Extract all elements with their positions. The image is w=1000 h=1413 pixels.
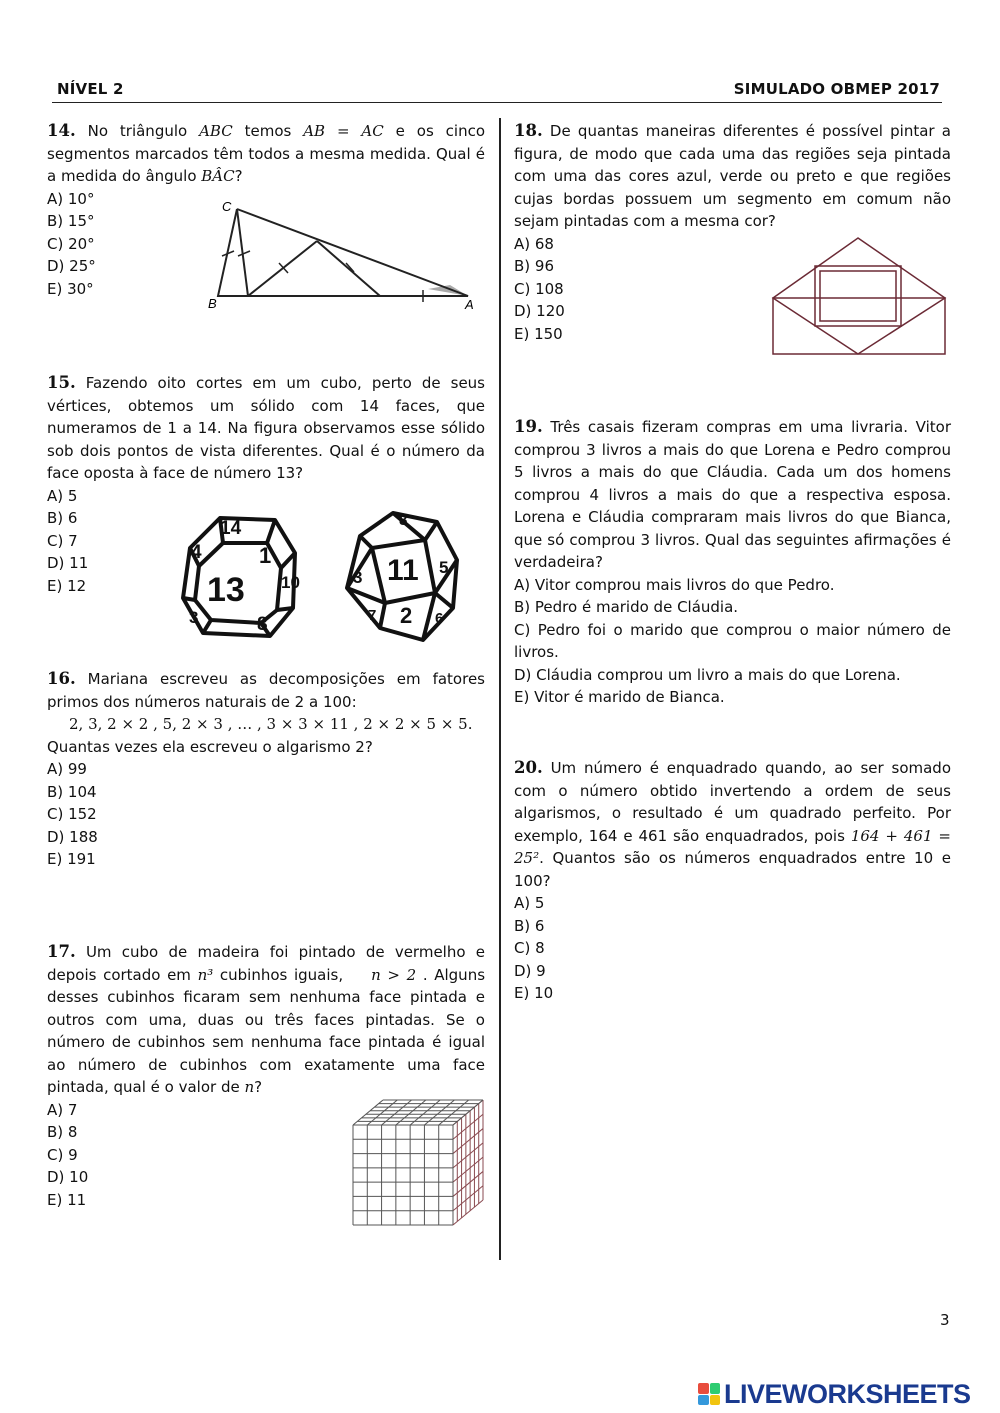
option-d[interactable]: D) 120 [514, 302, 565, 320]
page-header [52, 80, 942, 103]
answer-options [47, 758, 485, 871]
question-19: 19. Três casais fizeram compras em uma livraria. Vitor comprou 3 livros a mais do que Lorena e Pedro comprou 5 livros a mais do que Cláudia. Cada um dos homens comprou 4 livros a mais do que a respectiva esposa. Lorena e Cláudia compraram mais livros do que Bianca, que só comprou 3 livros. Qual das seguintes afirmações é verdadeira? A) Vitor comprou mais livros do que Pedro. B) Pedro é marido de Cláudia. C) Pedro foi o marido que comprou o maior número de livros. D) Cláudia comprou um livro a mais do que Lorena. E) Vitor é marido de Bianca. [514, 416, 951, 709]
option-e[interactable]: E) 10 [514, 984, 554, 1002]
liveworksheets-icon [698, 1383, 720, 1405]
question-17: 17. Um cubo de madeira foi pintado de vermelho e depois cortado em n³ cubinhos iguais, n > 2 . Alguns desses cubinhos ficaram sem nenhuma face pintada e outros com uma, duas ou três faces pintadas. Se o número de cubinhos sem nenhuma face pintada é igual ao número de cubinhos com exatamente uma face pintada, qual é o valor de n? A) 7 B) 8 C) 9 D) 10 E) 11 [47, 941, 485, 1211]
option-a[interactable]: A) Vitor comprou mais livros do que Pedro. [514, 575, 835, 594]
svg-text:11: 11 [387, 554, 419, 587]
option-e[interactable]: E) Vitor é marido de Bianca. [514, 688, 725, 706]
option-a[interactable]: A) 5 [514, 894, 545, 912]
option-b[interactable]: B) 104 [47, 782, 97, 801]
option-e[interactable]: E) 150 [514, 324, 563, 343]
option-b[interactable]: B) 6 [514, 916, 545, 935]
option-b[interactable]: B) 15° [47, 212, 95, 230]
option-a[interactable]: A) 7 [47, 1100, 78, 1119]
factorization-formula: 2, 3, 2 × 2 , 5, 2 × 3 , … , 3 × 3 × 11 , 2 × 2 × 5 × 5. [69, 715, 473, 733]
vertex-a-label: A [465, 297, 474, 312]
answer-options [514, 892, 951, 1005]
triangle-figure [200, 193, 485, 318]
answer-options [514, 574, 951, 709]
solid-views-figure [175, 508, 480, 648]
question-number: 14. [47, 121, 76, 140]
option-d[interactable]: D) 10 [47, 1168, 89, 1186]
svg-text:1: 1 [259, 543, 272, 568]
question-number: 20. [514, 758, 543, 777]
regions-figure [768, 233, 950, 358]
option-b[interactable]: B) 8 [47, 1123, 78, 1141]
option-d[interactable]: D) 188 [47, 827, 98, 846]
question-number: 17. [47, 942, 76, 961]
option-d[interactable]: D) 9 [514, 961, 546, 980]
option-e[interactable]: E) 11 [47, 1190, 87, 1209]
question-15: 15. Fazendo oito cortes em um cubo, perto de seus vértices, obtemos um sólido com 14 faces, que numeramos de 1 a 14. Na figura observamos esse sólido sob dois pontos de vista diferentes. Qual é o número da face oposta à face de número 13? A) 5 B) 6 C) 7 D) 11 E) 12 [47, 372, 485, 597]
page-number: 3 [940, 1311, 950, 1329]
option-c[interactable]: C) 152 [47, 805, 97, 823]
option-e[interactable]: E) 12 [47, 576, 87, 595]
question-number: 19. [514, 417, 543, 436]
option-d[interactable]: D) 11 [47, 554, 89, 572]
svg-text:5: 5 [439, 558, 449, 577]
question-20: 20. Um número é enquadrado quando, ao ser somado com o número obtido invertendo a ordem de seus algarismos, o resultado é um quadrado perfeito. Por exemplo, 164 e 461 são enquadrados, pois 164 + 461 = 25². Quantos são os números enquadrados entre 10 e 100? A) 5 B) 6 C) 8 D) 9 E) 10 [514, 757, 951, 1005]
exam-title: SIMULADO OBMEP 2017 [733, 80, 940, 98]
option-a[interactable]: A) 5 [47, 486, 78, 505]
svg-text:3: 3 [353, 568, 363, 587]
option-b[interactable]: B) 6 [47, 509, 78, 527]
option-c[interactable]: C) 108 [514, 279, 564, 298]
option-e[interactable]: E) 30° [47, 279, 94, 298]
option-e[interactable]: E) 191 [47, 850, 96, 868]
option-a[interactable]: A) 99 [47, 760, 87, 778]
option-c[interactable]: C) Pedro foi o marido que comprou o maior número de livros. [514, 620, 951, 661]
svg-text:14: 14 [220, 518, 242, 539]
option-a[interactable]: A) 10° [47, 189, 95, 208]
option-b[interactable]: B) Pedro é marido de Cláudia. [514, 598, 739, 616]
grid-cube-figure [335, 1085, 490, 1240]
svg-text:7: 7 [368, 607, 377, 624]
option-c[interactable]: C) 20° [47, 234, 95, 253]
svg-text:8: 8 [399, 512, 408, 529]
vertex-b-label: B [208, 296, 217, 311]
svg-text:10: 10 [281, 573, 300, 592]
liveworksheets-logo [698, 1380, 971, 1408]
svg-text:6: 6 [435, 610, 444, 627]
option-d[interactable]: D) Cláudia comprou um livro a mais do que Lorena. [514, 665, 901, 684]
column-divider [499, 118, 501, 1260]
option-b[interactable]: B) 96 [514, 257, 554, 275]
svg-text:8: 8 [257, 614, 268, 635]
option-c[interactable]: C) 7 [47, 531, 78, 550]
option-d[interactable]: D) 25° [47, 257, 96, 275]
option-c[interactable]: C) 9 [47, 1145, 78, 1164]
option-a[interactable]: A) 68 [514, 234, 554, 253]
question-14: 14. No triângulo ABC temos AB = AC e os cinco segmentos marcados têm todos a mesma medida. Qual é a medida do ângulo BÂC? A) 10° B) 15° C) 20° D) 25° E) 30° [47, 120, 485, 300]
level-label: NÍVEL 2 [57, 80, 124, 98]
question-number: 18. [514, 121, 543, 140]
question-number: 16. [47, 669, 76, 688]
question-16: 16. Mariana escreveu as decomposições em fatores primos dos números naturais de 2 a 100: 2, 3, 2 × 2 , 5, 2 × 3 , … , 3 × 3 × 11 , 2 × 2 × 5 × 5. Quantas vezes ela escreveu o algarismo 2? A) 99 B) 104 C) 152 D) 188 E) 191 [47, 668, 485, 871]
svg-text:3: 3 [189, 608, 199, 627]
svg-text:13: 13 [207, 571, 245, 609]
svg-text:2: 2 [400, 603, 413, 628]
svg-text:4: 4 [191, 542, 202, 563]
question-number: 15. [47, 373, 76, 392]
liveworksheets-wordmark: LIVEWORKSHEETS [724, 1378, 971, 1409]
vertex-c-label: C [222, 199, 232, 214]
question-18: 18. De quantas maneiras diferentes é possível pintar a figura, de modo que cada uma das regiões seja pintada com uma das cores azul, verde ou preto e que regiões cujas bordas possuem um segmento em comum não sejam pintadas com a mesma cor? A) 68 B) 96 C) 108 D) 120 E) 150 [514, 120, 951, 345]
option-c[interactable]: C) 8 [514, 939, 545, 957]
